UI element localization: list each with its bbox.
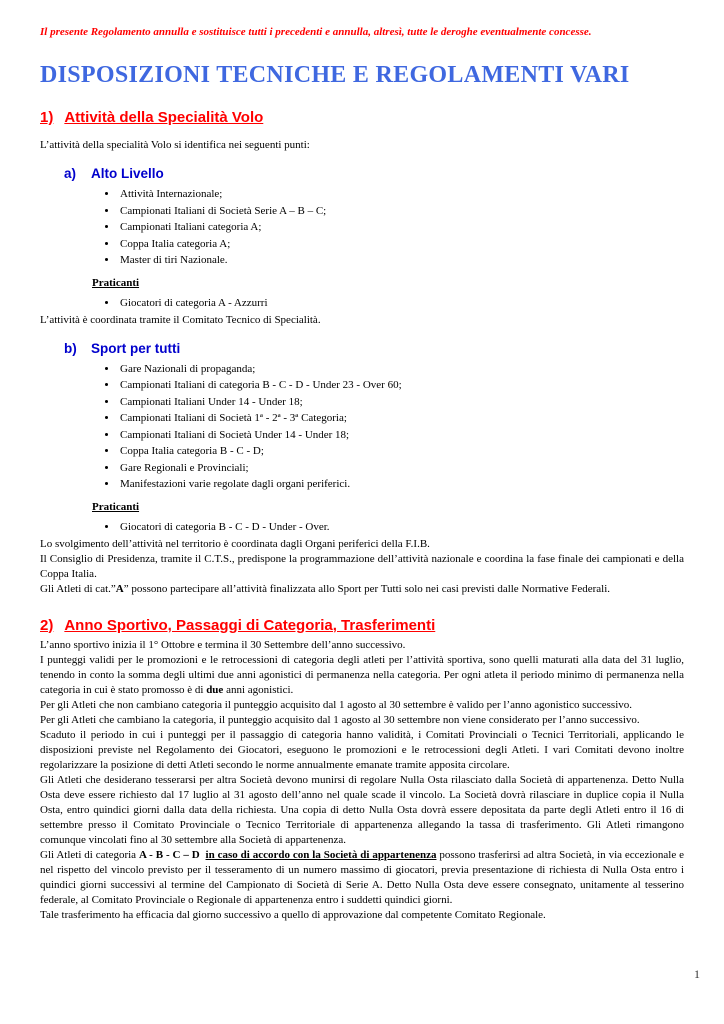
praticanti-a-bullet-list	[102, 296, 684, 311]
alto-livello-bullet-list	[102, 187, 684, 268]
text-segment: Lo svolgimento dell’attività nel territorio è coordinata dagli Organi periferici della F.I.B.	[40, 537, 430, 550]
section-2-paragraphs	[40, 638, 684, 923]
bullet-item: • Giocatori di categoria A - Azzurri	[118, 296, 684, 311]
sport-per-tutti-bullet-list	[102, 362, 684, 493]
bullet-item: • Coppa Italia categoria B - C - D;	[118, 444, 684, 459]
text-segment: possono trasferirsi ad altra Società, in via eccezionale e nel rispetto del vincolo previsto per il tesseramento di un numero massimo di giocatori, previa presentazione di richiesta di Nulla Osta entro i quindici giorni successivi al termine del Campionato di Società di Serie A. Detto Nulla Osta deve essere consegnato, unitamente al tesserino federale, al Comitato Provinciale o Regionale di appartenenza entro i suddetti quindici giorni.	[40, 848, 684, 906]
bullet-item: • Campionati Italiani Under 14 - Under 18;	[118, 395, 684, 410]
text-segment: Scaduto il periodo in cui i punteggi per il passaggio di categoria hanno validità, i Comitati Provinciali o Tecnici Territoriali, applicando le disposizioni previste nel Regolamento dei Giocatori, eseguono le promozioni e le retrocessioni degli Atleti. I vari Comitati devono inoltre regolarizzare la posizione di detti Atleti secondo le norme annualmente emanate tramite apposita circolare.	[40, 728, 684, 771]
paragraph	[40, 582, 684, 597]
page-number: 1	[694, 967, 700, 981]
bullet-item: • Master di tiri Nazionale.	[118, 253, 684, 268]
bullet-item: • Manifestazioni varie regolate dagli organi periferici.	[118, 477, 684, 492]
subsection-b-letter: b)	[64, 340, 77, 356]
bullet-item: • Attività Internazionale;	[118, 187, 684, 202]
bullet-item: • Campionati Italiani di Società 1ª - 2ª - 3ª Categoria;	[118, 411, 684, 426]
paragraph	[40, 552, 684, 582]
subsection-b-heading	[64, 341, 684, 357]
bullet-item: • Campionati Italiani di Società Under 14 - Under 18;	[118, 428, 684, 443]
text-segment: in caso di accordo con la Società di appartenenza	[205, 848, 437, 861]
page-title: DISPOSIZIONI TECNICHE E REGOLAMENTI VARI	[40, 62, 630, 88]
subsection-a-heading	[64, 166, 684, 182]
paragraph	[40, 773, 684, 848]
bullet-item: • Coppa Italia categoria A;	[118, 237, 684, 252]
bullet-item: • Gare Nazionali di propaganda;	[118, 362, 684, 377]
paragraph	[40, 638, 684, 653]
bullet-item: • Campionati Italiani di categoria B - C - D - Under 23 - Over 60;	[118, 378, 684, 393]
section-2-heading	[40, 617, 684, 635]
text-segment: Gli Atleti che desiderano tesserarsi per altra Società devono munirsi di regolare Nulla Osta rilasciato dalla Società di appartenenza. Detto Nulla Osta deve essere richiesto dal 17 luglio al 31 agosto dell’anno nel quale scade il vincolo. La Società dovrà rilasciare in duplice copia il Nulla Osta, entro quindici giorni dalla data della richiesta. Una copia di detto Nulla Osta dovrà essere depositata da parte degli Atleti entro il 16 di settembre presso il Comitato Provinciale o Tecnico Territoriale di appartenenza allegando la tassa di trasferimento. Gli Atleti rimangono comunque vincolati fino al 30 settembre alla Società di appartenenza.	[40, 773, 684, 846]
subsection-b-notes	[40, 537, 684, 597]
section-2-number: 2)	[40, 616, 54, 634]
section-1-intro: L’attività della specialità Volo si identifica nei seguenti punti:	[40, 139, 310, 151]
subsection-a-note: L’attività è coordinata tramite il Comitato Tecnico di Specialità.	[40, 313, 321, 326]
subsection-a-title: Alto Livello	[91, 166, 164, 181]
paragraph	[40, 908, 684, 923]
paragraph	[40, 728, 684, 773]
section-1-number: 1)	[40, 109, 54, 126]
section-2-title: Anno Sportivo, Passaggi di Categoria, Trasferimenti	[64, 616, 436, 634]
notice-line: Il presente Regolamento annulla e sostituisce tutti i precedenti e annulla, altresì, tutte le deroghe eventualmente concesse.	[40, 26, 592, 38]
text-segment: Il Consiglio di Presidenza, tramite il C.T.S., predispone la programmazione dell’attività nazionale e coordina la fase finale dei campionati e della Coppa Italia.	[40, 552, 684, 580]
paragraph	[40, 537, 684, 552]
bullet-item: • Gare Regionali e Provinciali;	[118, 461, 684, 476]
subsection-b-title: Sport per tutti	[91, 340, 181, 356]
text-segment: A - B - C – D	[138, 848, 200, 861]
praticanti-a-label: Praticanti	[92, 277, 140, 289]
text-segment: ” possono partecipare all’attività finalizzata allo Sport per Tutti solo nei casi previsti dalle Normative Federali.	[123, 582, 611, 595]
text-segment: due	[206, 683, 224, 696]
text-segment: Gli Atleti di cat.”	[40, 582, 116, 595]
text-segment: Tale trasferimento ha efficacia dal giorno successivo a quello di approvazione dal competente Comitato Regionale.	[40, 908, 546, 921]
subsection-a-letter: a)	[64, 166, 77, 181]
text-segment: L’anno sportivo inizia il 1° Ottobre e termina il 30 Settembre dell’anno successivo.	[40, 638, 406, 651]
text-segment: A	[115, 582, 124, 595]
paragraph	[40, 698, 684, 713]
text-segment: Per gli Atleti che cambiano la categoria, il punteggio acquisito dal 1 agosto al 30 settembre non viene considerato per l’anno successivo.	[40, 713, 640, 726]
text-segment: Per gli Atleti che non cambiano categoria il punteggio acquisito dal 1 agosto al 30 settembre è valido per l’anno agonistico successivo.	[40, 698, 633, 711]
paragraph	[40, 713, 684, 728]
text-segment: I punteggi validi per le promozioni e le retrocessioni di categoria degli atleti per l’attività sportiva, sono quelli maturati alla data del 31 luglio, tenendo in conto la somma degli ultimi due anni agonistici di permanenza nella categoria. Per ogni atleta il periodo minimo di permanenza nella categoria in cui è stato promosso è di	[40, 653, 684, 696]
text-segment: Gli Atleti di categoria	[40, 848, 139, 861]
bullet-item: • Campionati Italiani categoria A;	[118, 220, 684, 235]
bullet-item: • Giocatori di categoria B - C - D - Under - Over.	[118, 520, 684, 535]
section-1-heading	[40, 109, 684, 127]
praticanti-b-label: Praticanti	[92, 501, 140, 513]
paragraph	[40, 653, 684, 698]
text-segment: anni agonistici.	[223, 683, 294, 696]
section-1-title: Attività della Specialità Volo	[64, 109, 264, 126]
praticanti-b-bullet-list	[102, 520, 684, 535]
paragraph	[40, 848, 684, 908]
bullet-item: • Campionati Italiani di Società Serie A – B – C;	[118, 204, 684, 219]
